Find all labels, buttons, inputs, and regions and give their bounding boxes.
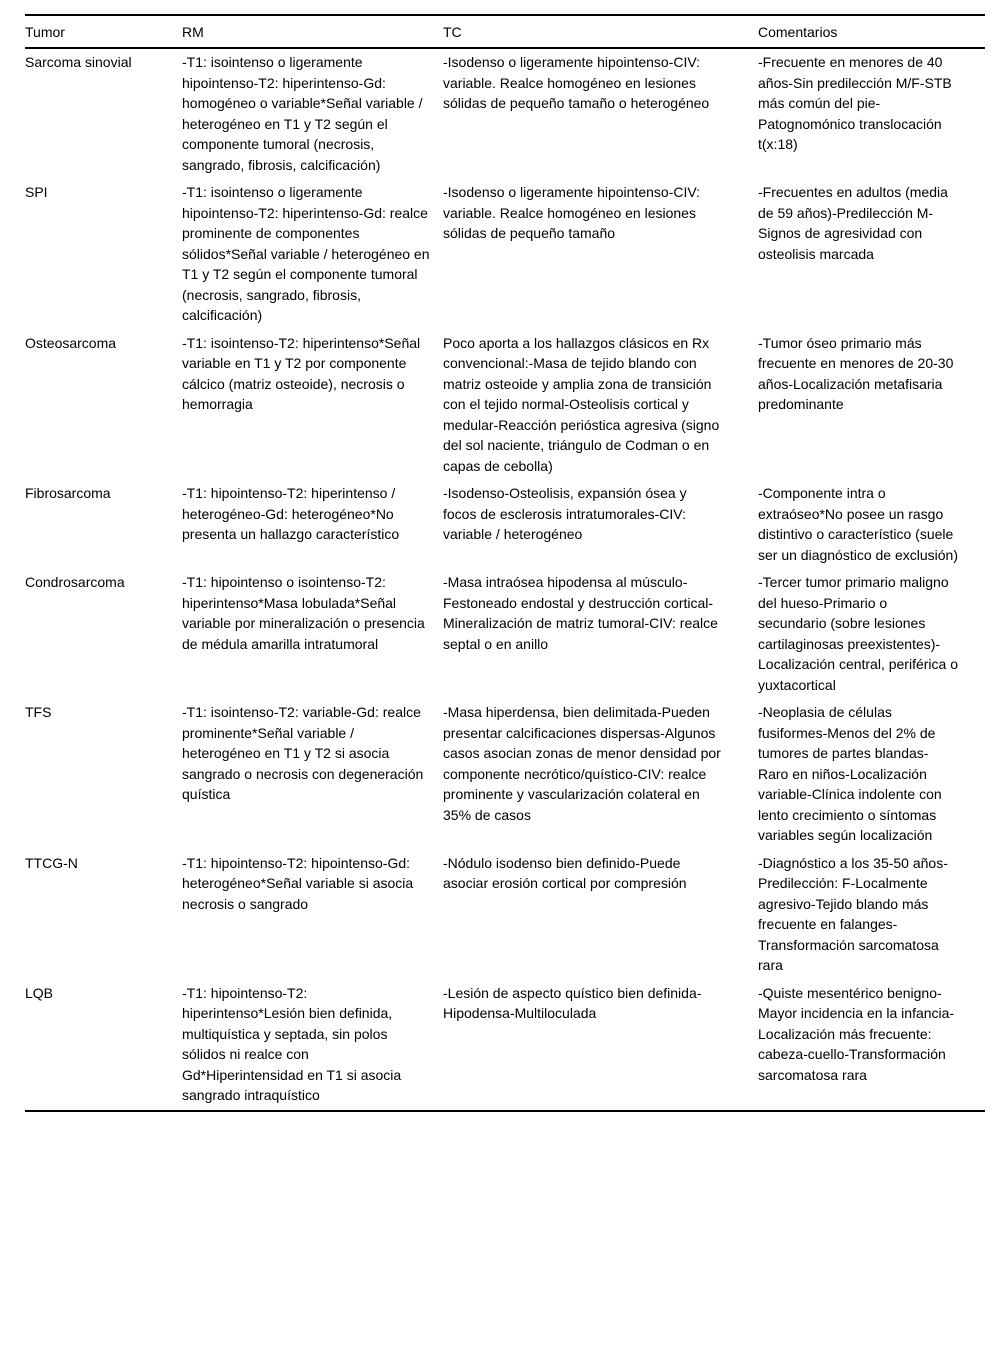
table-row [25, 179, 985, 330]
table-row [25, 569, 985, 699]
column-header-comentarios: Comentarios [758, 15, 985, 48]
cell-tc: Poco aporta a los hallazgos clásicos en Rx convencional:-Masa de tejido blando con matriz osteoide y amplia zona de transición con el tejido normal-Osteolisis cortical y medular-Reacción perióstica agresiva (signo del sol naciente, triángulo de Codman o en capas de cebolla) [443, 334, 720, 474]
cell-tumor: Condrosarcoma [25, 574, 125, 590]
table-row [25, 850, 985, 980]
column-header-rm: RM [182, 15, 443, 48]
cell-tc: -Isodenso-Osteolisis, expansión ósea y focos de esclerosis intratumorales-CIV: variable / heterogéneo [443, 485, 687, 542]
cell-tumor: Fibrosarcoma [25, 485, 111, 501]
cell-tumor: LQB [25, 984, 54, 1001]
tumor-comparison-table [25, 14, 985, 1112]
cell-comentarios: -Diagnóstico a los 35-50 años-Predilección: F-Localmente agresivo-Tejido blando más frecuente en falanges-Transformación sarcomatosa rara [758, 854, 948, 973]
cell-comentarios: -Tumor óseo primario más frecuente en menores de 20-30 años-Localización metafisaria predominante [758, 334, 954, 412]
cell-tumor: Sarcoma sinovial [25, 54, 132, 70]
cell-comentarios: -Neoplasia de células fusiformes-Menos del 2% de tumores de partes blandas-Raro en niños-Localización variable-Clínica indolente con lento crecimiento o síntomas variables según localización [758, 704, 942, 843]
cell-tumor: SPI [25, 184, 48, 200]
cell-rm: -T1: hipointenso-T2: hiperintenso / heterogéneo-Gd: heterogéneo*No presenta un hallazgo característico [182, 485, 400, 542]
cell-comentarios: -Tercer tumor primario maligno del hueso-Primario o secundario (sobre lesiones cartilaginosas preexistentes)-Localización central, periférica o yuxtacortical [758, 574, 958, 693]
cell-tc: -Lesión de aspecto quístico bien definida-Hipodensa-Multiloculada [443, 984, 702, 1021]
table-row [25, 699, 985, 850]
table-row [25, 48, 985, 179]
table-row [25, 330, 985, 481]
cell-tc: -Nódulo isodenso bien definido-Puede asociar erosión cortical por compresión [443, 854, 687, 891]
table-header [25, 15, 985, 48]
cell-rm: -T1: isointenso-T2: hiperintenso*Señal variable en T1 y T2 por componente cálcico (matriz osteoide), necrosis o hemorragia [182, 334, 421, 412]
cell-rm: -T1: hipointenso-T2: hiperintenso*Lesión bien definida, multiquística y septada, sin polos sólidos ni realce con Gd*Hiperintensidad en T1 si asocia sangrado intraquístico [182, 984, 402, 1103]
column-header-tumor: Tumor [25, 15, 182, 48]
cell-rm: -T1: hipointenso-T2: hipointenso-Gd: heterogéneo*Señal variable si asocia necrosis o sangrado [182, 854, 414, 912]
tumor-comparison-table-container [25, 14, 985, 1112]
cell-comentarios: -Quiste mesentérico benigno-Mayor incidencia en la infancia-Localización más frecuente: cabeza-cuello-Transformación sarcomatosa rara [758, 984, 955, 1083]
header-row [25, 15, 985, 48]
cell-tc: -Isodenso o ligeramente hipointenso-CIV: variable. Realce homogéneo en lesiones sólidas de pequeño tamaño o heterogéneo [443, 54, 710, 111]
table-body [25, 48, 985, 1111]
cell-rm: -T1: isointenso o ligeramente hipointenso-T2: hiperintenso-Gd: realce prominente de componentes sólidos*Señal variable / heterogéneo en T1 y T2 según el componente tumoral (necrosis, sangrado, fibrosis, calcificación) [182, 184, 430, 323]
column-header-tc: TC [443, 15, 758, 48]
cell-rm: -T1: isointenso o ligeramente hipointenso-T2: hiperintenso-Gd: homogéneo o variable*Señal variable / heterogéneo en T1 y T2 según el componente tumoral (necrosis, sangrado, fibrosis, calcificación) [182, 54, 423, 173]
cell-rm: -T1: isointenso-T2: variable-Gd: realce prominente*Señal variable / heterogéneo en T1 y T2 si asocia sangrado o necrosis con degeneración quística [182, 704, 424, 802]
table-row [25, 980, 985, 1111]
cell-comentarios: -Frecuente en menores de 40 años-Sin predilección M/F-STB más común del pie-Patognomónico translocación t(x:18) [758, 54, 952, 152]
cell-tumor: TFS [25, 704, 52, 720]
cell-tc: -Isodenso o ligeramente hipointenso-CIV: variable. Realce homogéneo en lesiones sólidas de pequeño tamaño [443, 184, 701, 241]
cell-comentarios: -Frecuentes en adultos (media de 59 años)-Predilección M-Signos de agresividad con osteolisis marcada [758, 184, 948, 262]
cell-rm: -T1: hipointenso o isointenso-T2: hiperintenso*Masa lobulada*Señal variable por mineralización o presencia de médula amarilla intratumoral [182, 574, 425, 652]
cell-tumor: TTCG-N [25, 854, 78, 871]
cell-comentarios: -Componente intra o extraóseo*No posee un rasgo distintivo o característico (suele ser un diagnóstico de exclusión) [758, 485, 959, 563]
cell-tc: -Masa intraósea hipodensa al músculo-Festoneado endostal y destrucción cortical-Mineralización de matriz tumoral-CIV: realce septal o en anillo [443, 574, 718, 652]
table-row [25, 480, 985, 569]
cell-tumor: Osteosarcoma [25, 334, 117, 351]
cell-tc: -Masa hiperdensa, bien delimitada-Pueden presentar calcificaciones dispersas-Algunos casos asocian zonas de menor densidad por componente necrótico/quístico-CIV: realce prominente y vascularización colateral en 35% de casos [443, 704, 721, 823]
